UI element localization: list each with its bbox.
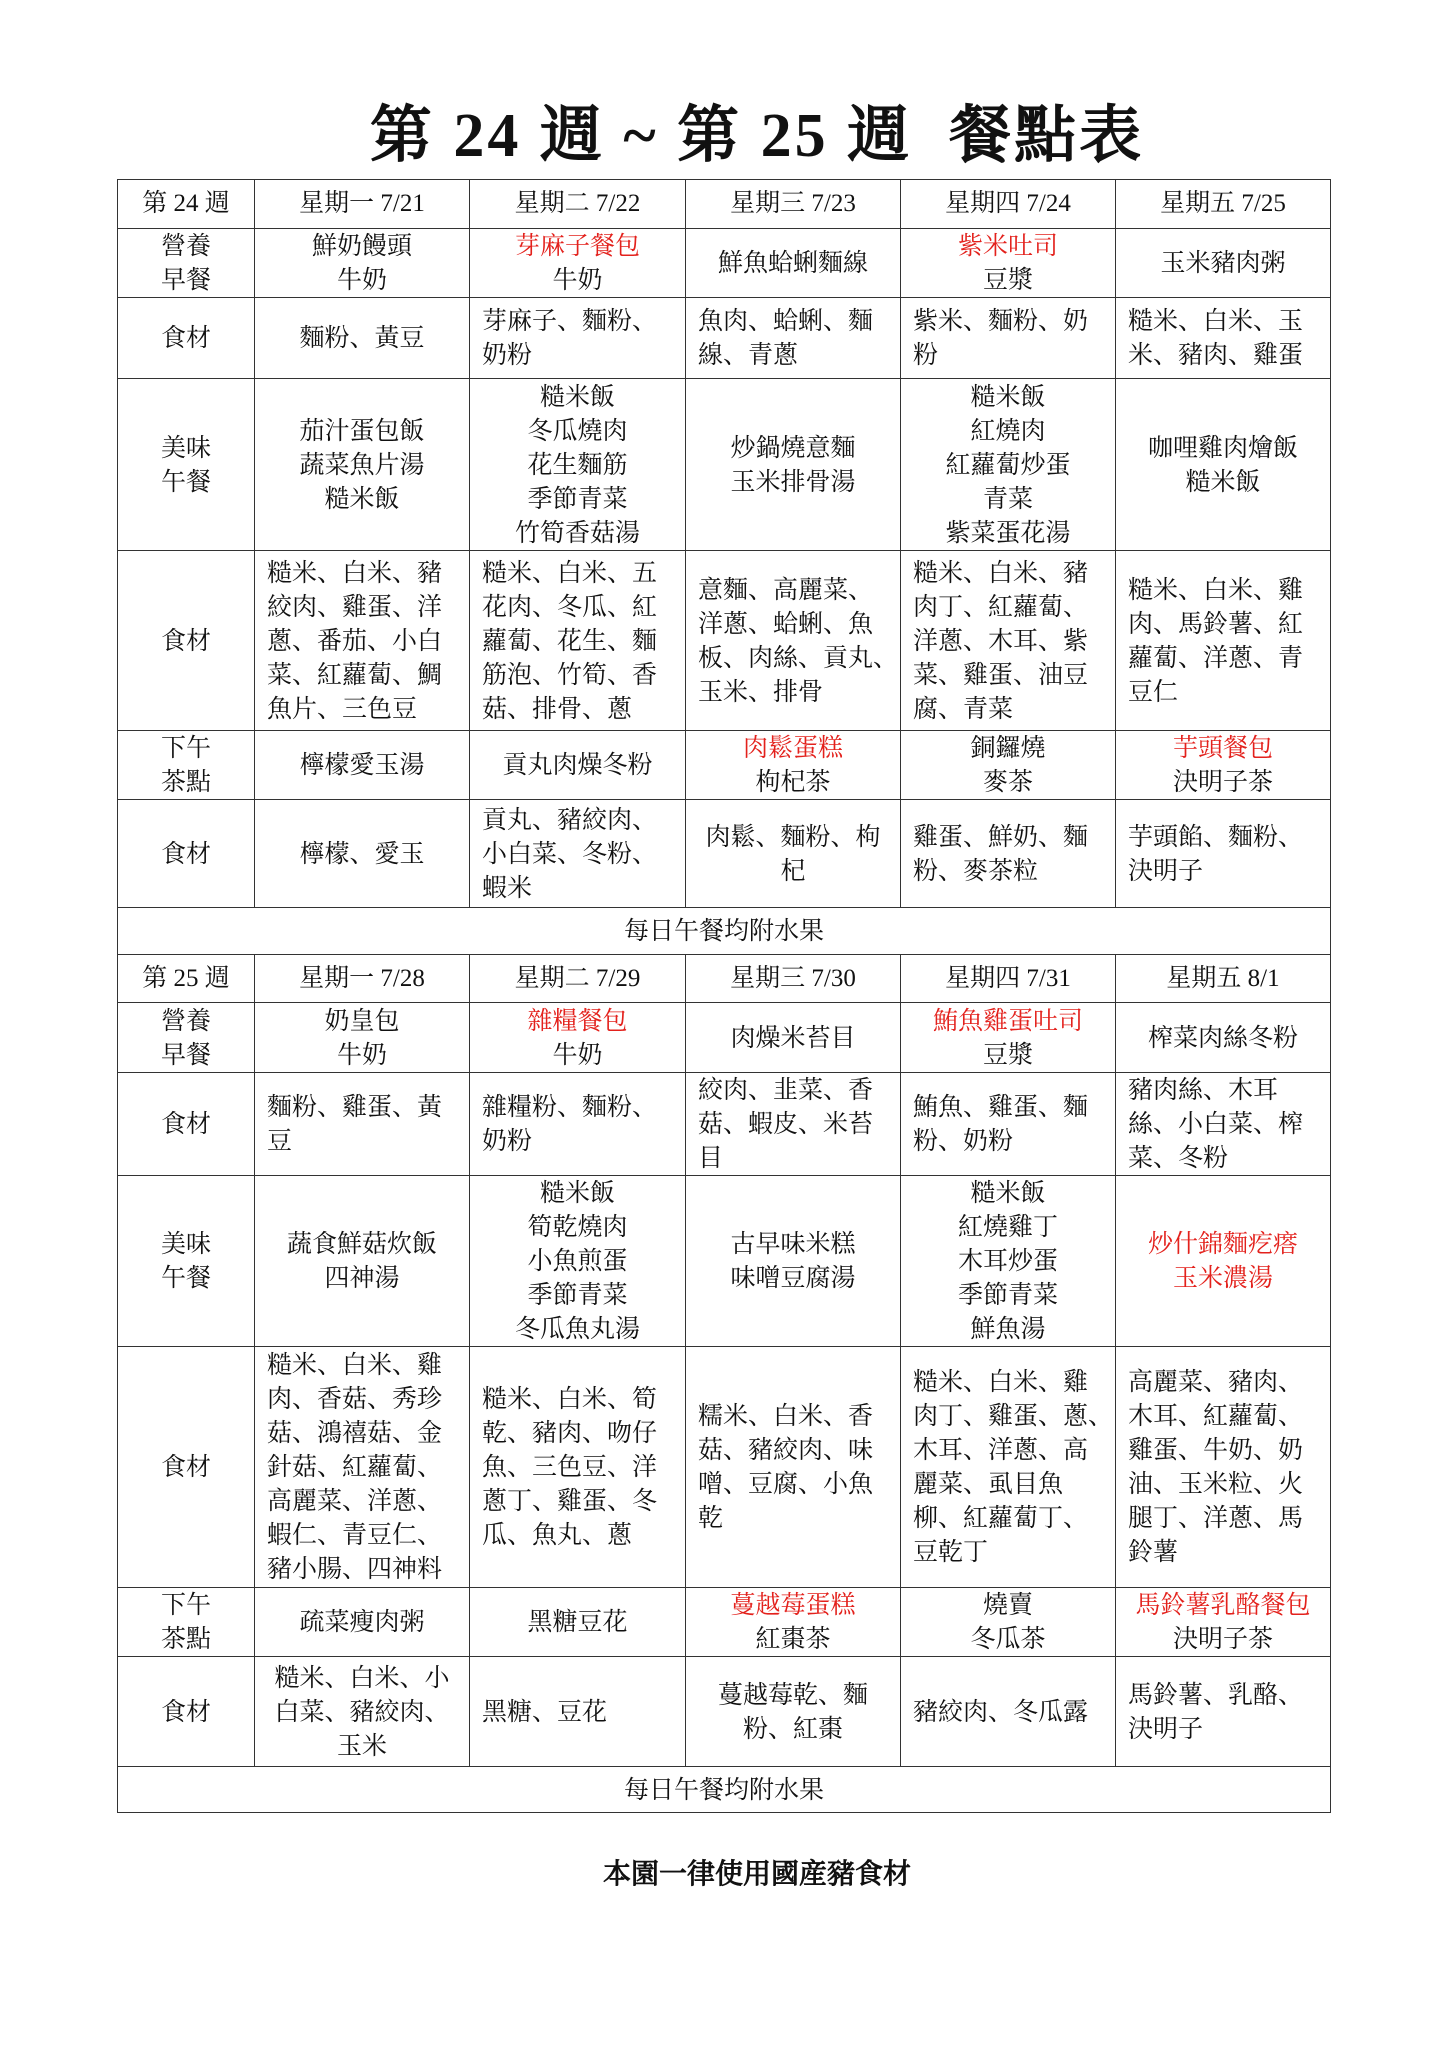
w25-lunch-row <box>118 1176 1331 1347</box>
w24-snack-ingredients-fri: 芋頭餡、麵粉、 決明子 <box>1116 800 1331 908</box>
w24-snack-ingredients-mon: 檸檬、愛玉 <box>255 800 470 908</box>
w25-snack-ingredients-wed: 蔓越莓乾、麵 粉、紅棗 <box>686 1657 901 1767</box>
w25-breakfast-ingredients-wed: 絞肉、韭菜、香 菇、蝦皮、米苔 目 <box>686 1073 901 1176</box>
w25-day-thu: 星期四 7/31 <box>901 955 1116 1003</box>
special-item: 芽麻子餐包 <box>514 232 640 260</box>
w24-snack-thu: 銅鑼燒 麥茶 <box>901 731 1116 800</box>
w24-lunch-row <box>118 379 1331 551</box>
w25-lunch-ingredients-row <box>118 1347 1331 1588</box>
w24-row-label-snack: 下午 茶點 <box>118 731 255 800</box>
w24-day-thu: 星期四 7/24 <box>901 180 1116 229</box>
pork-origin-note: 本園一律使用國産豬食材 <box>602 1858 911 1889</box>
w24-day-mon: 星期一 7/21 <box>255 180 470 229</box>
w25-snack-ingredients-mon: 糙米、白米、小 白菜、豬絞肉、 玉米 <box>255 1657 470 1767</box>
w24-lunch-ingredients-tue: 糙米、白米、五 花肉、冬瓜、紅 蘿蔔、花生、麵 筋泡、竹筍、香 菇、排骨、蔥 <box>470 551 686 731</box>
special-item: 肉鬆蛋糕 <box>742 734 843 762</box>
w24-snack-wed <box>686 731 901 800</box>
w25-lunch-thu: 糙米飯 紅燒雞丁 木耳炒蛋 季節青菜 鮮魚湯 <box>901 1176 1116 1347</box>
w24-breakfast-ingredients-tue: 芽麻子、麵粉、 奶粉 <box>470 298 686 379</box>
w25-lunch-fri <box>1116 1176 1331 1347</box>
menu-table <box>117 179 1331 1813</box>
special-item: 炒什錦麵疙瘩 玉米濃湯 <box>1147 1230 1298 1292</box>
w25-lunch-ingredients-wed: 糯米、白米、香 菇、豬絞肉、味 噌、豆腐、小魚 乾 <box>686 1347 901 1588</box>
w25-lunch-mon: 蔬食鮮菇炊飯 四神湯 <box>255 1176 470 1347</box>
w24-header-row <box>118 180 1331 229</box>
w25-breakfast-mon: 奶皇包 牛奶 <box>255 1003 470 1073</box>
w24-breakfast-ingredients-row <box>118 298 1331 379</box>
w25-snack-ingredients-thu: 豬絞肉、冬瓜露 <box>901 1657 1116 1767</box>
menu-item: 牛奶 <box>552 266 603 294</box>
w25-breakfast-ingredients-row <box>118 1073 1331 1176</box>
w25-lunch-ingredients-fri: 高麗菜、豬肉、 木耳、紅蘿蔔、 雞蛋、牛奶、奶 油、玉米粒、火 腿丁、洋蔥、馬 鈴薯 <box>1116 1347 1331 1588</box>
w24-week-label: 第 24 週 <box>118 180 255 229</box>
w24-snack-fri <box>1116 731 1331 800</box>
w25-breakfast-ingredients-thu: 鮪魚、雞蛋、麵 粉、奶粉 <box>901 1073 1116 1176</box>
w25-breakfast-tue <box>470 1003 686 1073</box>
w25-breakfast-thu <box>901 1003 1116 1073</box>
w24-breakfast-fri: 玉米豬肉粥 <box>1116 229 1331 298</box>
w25-week-label: 第 25 週 <box>118 955 255 1003</box>
w25-breakfast-ingredients-fri: 豬肉絲、木耳 絲、小白菜、榨 菜、冬粉 <box>1116 1073 1331 1176</box>
w24-snack-ingredients-tue: 貢丸、豬絞肉、 小白菜、冬粉、 蝦米 <box>470 800 686 908</box>
w25-row-label-ingredients: 食材 <box>118 1347 255 1588</box>
special-item: 馬鈴薯乳酪餐包 <box>1135 1591 1311 1619</box>
w25-breakfast-row <box>118 1003 1331 1073</box>
menu-item: 牛奶 <box>552 1040 603 1069</box>
w24-breakfast-ingredients-mon: 麵粉、黃豆 <box>255 298 470 379</box>
special-item: 蔓越莓蛋糕 <box>730 1591 856 1619</box>
w25-fruit-note: 每日午餐均附水果 <box>118 1767 1331 1813</box>
w24-snack-ingredients-wed: 肉鬆、麵粉、枸 杞 <box>686 800 901 908</box>
w24-breakfast-ingredients-thu: 紫米、麵粉、奶 粉 <box>901 298 1116 379</box>
w24-day-fri: 星期五 7/25 <box>1116 180 1331 229</box>
w24-footer-row <box>118 908 1331 955</box>
w25-lunch-tue: 糙米飯 筍乾燒肉 小魚煎蛋 季節青菜 冬瓜魚丸湯 <box>470 1176 686 1347</box>
w25-lunch-ingredients-thu: 糙米、白米、雞 肉丁、雞蛋、蔥、 木耳、洋蔥、高 麗菜、虱目魚 柳、紅蘿蔔丁、 豆乾丁 <box>901 1347 1116 1588</box>
w24-breakfast-row <box>118 229 1331 298</box>
w25-day-tue: 星期二 7/29 <box>470 955 686 1003</box>
menu-item: 枸杞茶 <box>755 768 831 796</box>
w24-lunch-ingredients-row <box>118 551 1331 731</box>
special-item: 雜糧餐包 <box>527 1006 628 1035</box>
w25-row-label-ingredients: 食材 <box>118 1657 255 1767</box>
w24-lunch-ingredients-mon: 糙米、白米、豬 絞肉、雞蛋、洋 蔥、番茄、小白 菜、紅蘿蔔、鯛 魚片、三色豆 <box>255 551 470 731</box>
w24-lunch-thu: 糙米飯 紅燒肉 紅蘿蔔炒蛋 青菜 紫菜蛋花湯 <box>901 379 1116 551</box>
w25-row-label-snack: 下午 茶點 <box>118 1588 255 1657</box>
menu-item: 豆漿 <box>982 266 1033 294</box>
w24-lunch-ingredients-wed: 意麵、高麗菜、 洋蔥、蛤蜊、魚 板、肉絲、貢丸、 玉米、排骨 <box>686 551 901 731</box>
w24-lunch-ingredients-fri: 糙米、白米、雞 肉、馬鈴薯、紅 蘿蔔、洋蔥、青 豆仁 <box>1116 551 1331 731</box>
w25-snack-thu: 燒賣 冬瓜茶 <box>901 1588 1116 1657</box>
w25-snack-ingredients-tue: 黑糖、豆花 <box>470 1657 686 1767</box>
special-item: 鮪魚雞蛋吐司 <box>932 1006 1083 1035</box>
w25-footer-row <box>118 1767 1331 1813</box>
w24-snack-row <box>118 731 1331 800</box>
w25-snack-ingredients-row <box>118 1657 1331 1767</box>
menu-item: 決明子茶 <box>1172 1625 1273 1653</box>
w24-day-wed: 星期三 7/23 <box>686 180 901 229</box>
w25-breakfast-wed: 肉燥米苔目 <box>686 1003 901 1073</box>
w25-row-label-lunch: 美味 午餐 <box>118 1176 255 1347</box>
w25-breakfast-ingredients-mon: 麵粉、雞蛋、黃 豆 <box>255 1073 470 1176</box>
w24-breakfast-thu <box>901 229 1116 298</box>
w24-breakfast-wed: 鮮魚蛤蜊麵線 <box>686 229 901 298</box>
w25-day-mon: 星期一 7/28 <box>255 955 470 1003</box>
special-item: 芋頭餐包 <box>1172 734 1273 762</box>
menu-item: 豆漿 <box>982 1040 1033 1069</box>
w24-row-label-breakfast: 營養 早餐 <box>118 229 255 298</box>
w24-breakfast-ingredients-fri: 糙米、白米、玉 米、豬肉、雞蛋 <box>1116 298 1331 379</box>
w25-snack-tue: 黑糖豆花 <box>470 1588 686 1657</box>
w24-day-tue: 星期二 7/22 <box>470 180 686 229</box>
w25-snack-mon: 疏菜瘦肉粥 <box>255 1588 470 1657</box>
w25-day-fri: 星期五 8/1 <box>1116 955 1331 1003</box>
w24-row-label-lunch: 美味 午餐 <box>118 379 255 551</box>
w25-row-label-ingredients: 食材 <box>118 1073 255 1176</box>
w25-row-label-breakfast: 營養 早餐 <box>118 1003 255 1073</box>
w24-lunch-tue: 糙米飯 冬瓜燒肉 花生麵筋 季節青菜 竹筍香菇湯 <box>470 379 686 551</box>
w24-snack-ingredients-thu: 雞蛋、鮮奶、麵 粉、麥茶粒 <box>901 800 1116 908</box>
w24-lunch-wed: 炒鍋燒意麵 玉米排骨湯 <box>686 379 901 551</box>
w25-snack-row <box>118 1588 1331 1657</box>
w25-snack-wed <box>686 1588 901 1657</box>
w24-lunch-mon: 茄汁蛋包飯 蔬菜魚片湯 糙米飯 <box>255 379 470 551</box>
w24-row-label-ingredients: 食材 <box>118 298 255 379</box>
w25-day-wed: 星期三 7/30 <box>686 955 901 1003</box>
w25-lunch-ingredients-mon: 糙米、白米、雞 肉、香菇、秀珍 菇、鴻禧菇、金 針菇、紅蘿蔔、 高麗菜、洋蔥、 蝦仁、青豆仁、 豬小腸、四神料 <box>255 1347 470 1588</box>
w25-snack-ingredients-fri: 馬鈴薯、乳酪、 決明子 <box>1116 1657 1331 1767</box>
w24-breakfast-tue <box>470 229 686 298</box>
page-title: 第 24 週 ~ 第 25 週 餐點表 <box>369 102 1145 170</box>
w24-snack-tue: 貢丸肉燥冬粉 <box>470 731 686 800</box>
w24-fruit-note: 每日午餐均附水果 <box>118 908 1331 955</box>
w24-breakfast-mon: 鮮奶饅頭 牛奶 <box>255 229 470 298</box>
w24-row-label-ingredients: 食材 <box>118 551 255 731</box>
w24-row-label-ingredients: 食材 <box>118 800 255 908</box>
menu-item: 決明子茶 <box>1172 768 1273 796</box>
w25-lunch-wed: 古早味米糕 味噌豆腐湯 <box>686 1176 901 1347</box>
w24-snack-mon: 檸檬愛玉湯 <box>255 731 470 800</box>
w25-snack-fri <box>1116 1588 1331 1657</box>
w25-breakfast-fri: 榨菜肉絲冬粉 <box>1116 1003 1331 1073</box>
special-item: 紫米吐司 <box>957 232 1058 260</box>
w25-header-row <box>118 955 1331 1003</box>
menu-item: 紅棗茶 <box>755 1625 831 1653</box>
w25-lunch-ingredients-tue: 糙米、白米、筍 乾、豬肉、吻仔 魚、三色豆、洋 蔥丁、雞蛋、冬 瓜、魚丸、蔥 <box>470 1347 686 1588</box>
w24-lunch-ingredients-thu: 糙米、白米、豬 肉丁、紅蘿蔔、 洋蔥、木耳、紫 菜、雞蛋、油豆 腐、青菜 <box>901 551 1116 731</box>
w24-snack-ingredients-row <box>118 800 1331 908</box>
w24-lunch-fri: 咖哩雞肉燴飯 糙米飯 <box>1116 379 1331 551</box>
w25-breakfast-ingredients-tue: 雜糧粉、麵粉、 奶粉 <box>470 1073 686 1176</box>
w24-breakfast-ingredients-wed: 魚肉、蛤蜊、麵 線、青蔥 <box>686 298 901 379</box>
